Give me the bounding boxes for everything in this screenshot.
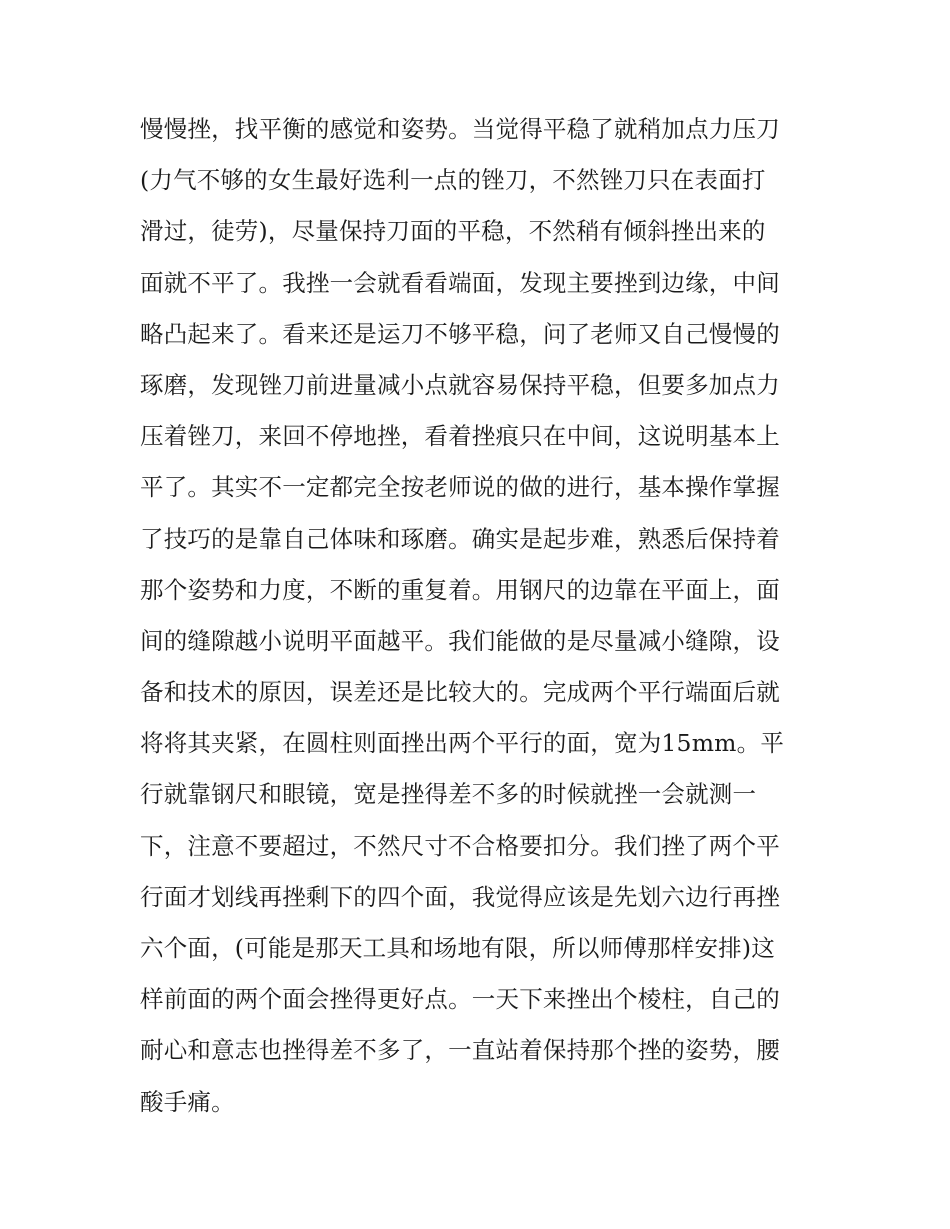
text-line: 慢慢挫，找平衡的感觉和姿势。当觉得平稳了就稍加点力压刀 xyxy=(140,115,780,143)
text-line: 琢磨，发现锉刀前进量减小点就容易保持平稳，但要多加点力 xyxy=(140,370,780,399)
text-line: 行面才划线再挫剩下的四个面，我觉得应该是先划六边行再挫 xyxy=(140,882,780,911)
text-line: 了技巧的是靠自己体味和琢磨。确实是起步难，熟悉后保持着 xyxy=(140,524,780,553)
text-line: 下，注意不要超过，不然尺寸不合格要扣分。我们挫了两个平 xyxy=(140,831,780,860)
text-line: 那个姿势和力度，不断的重复着。用钢尺的边靠在平面上，面 xyxy=(140,575,780,604)
text-line: 压着锉刀，来回不停地挫，看着挫痕只在中间，这说明基本上 xyxy=(140,422,780,451)
text-line: 行就靠钢尺和眼镜，宽是挫得差不多的时候就挫一会就测一 xyxy=(140,780,757,809)
text-line: 六个面，(可能是那天工具和场地有限，所以师傅那样安排)这 xyxy=(140,934,775,962)
text-line: 面就不平了。我挫一会就看看端面，发现主要挫到边缘，中间 xyxy=(140,268,780,297)
text-line: 样前面的两个面会挫得更好点。一天下来挫出个棱柱，自己的 xyxy=(140,985,780,1014)
text-line: 将将其夹紧，在圆柱则面挫出两个平行的面，宽为15mm。平 xyxy=(140,729,785,758)
body-paragraph xyxy=(140,104,815,1128)
text-line: 耐心和意志也挫得差不多了，一直站着保持那个挫的姿势，腰 xyxy=(140,1036,780,1065)
text-line: 略凸起来了。看来还是运刀不够平稳，问了老师又自己慢慢的 xyxy=(140,319,780,348)
text-line: 滑过，徒劳)，尽量保持刀面的平稳，不然稍有倾斜挫出来的 xyxy=(140,217,766,246)
text-line: 酸手痛。 xyxy=(140,1087,235,1116)
text-line: 平了。其实不一定都完全按老师说的做的进行，基本操作掌握 xyxy=(140,473,780,502)
text-line: 备和技术的原因，误差还是比较大的。完成两个平行端面后就 xyxy=(140,678,780,707)
text-line: 间的缝隙越小说明平面越平。我们能做的是尽量减小缝隙，设 xyxy=(140,626,780,655)
text-line: (力气不够的女生最好选利一点的锉刀，不然锉刀只在表面打 xyxy=(140,166,766,195)
